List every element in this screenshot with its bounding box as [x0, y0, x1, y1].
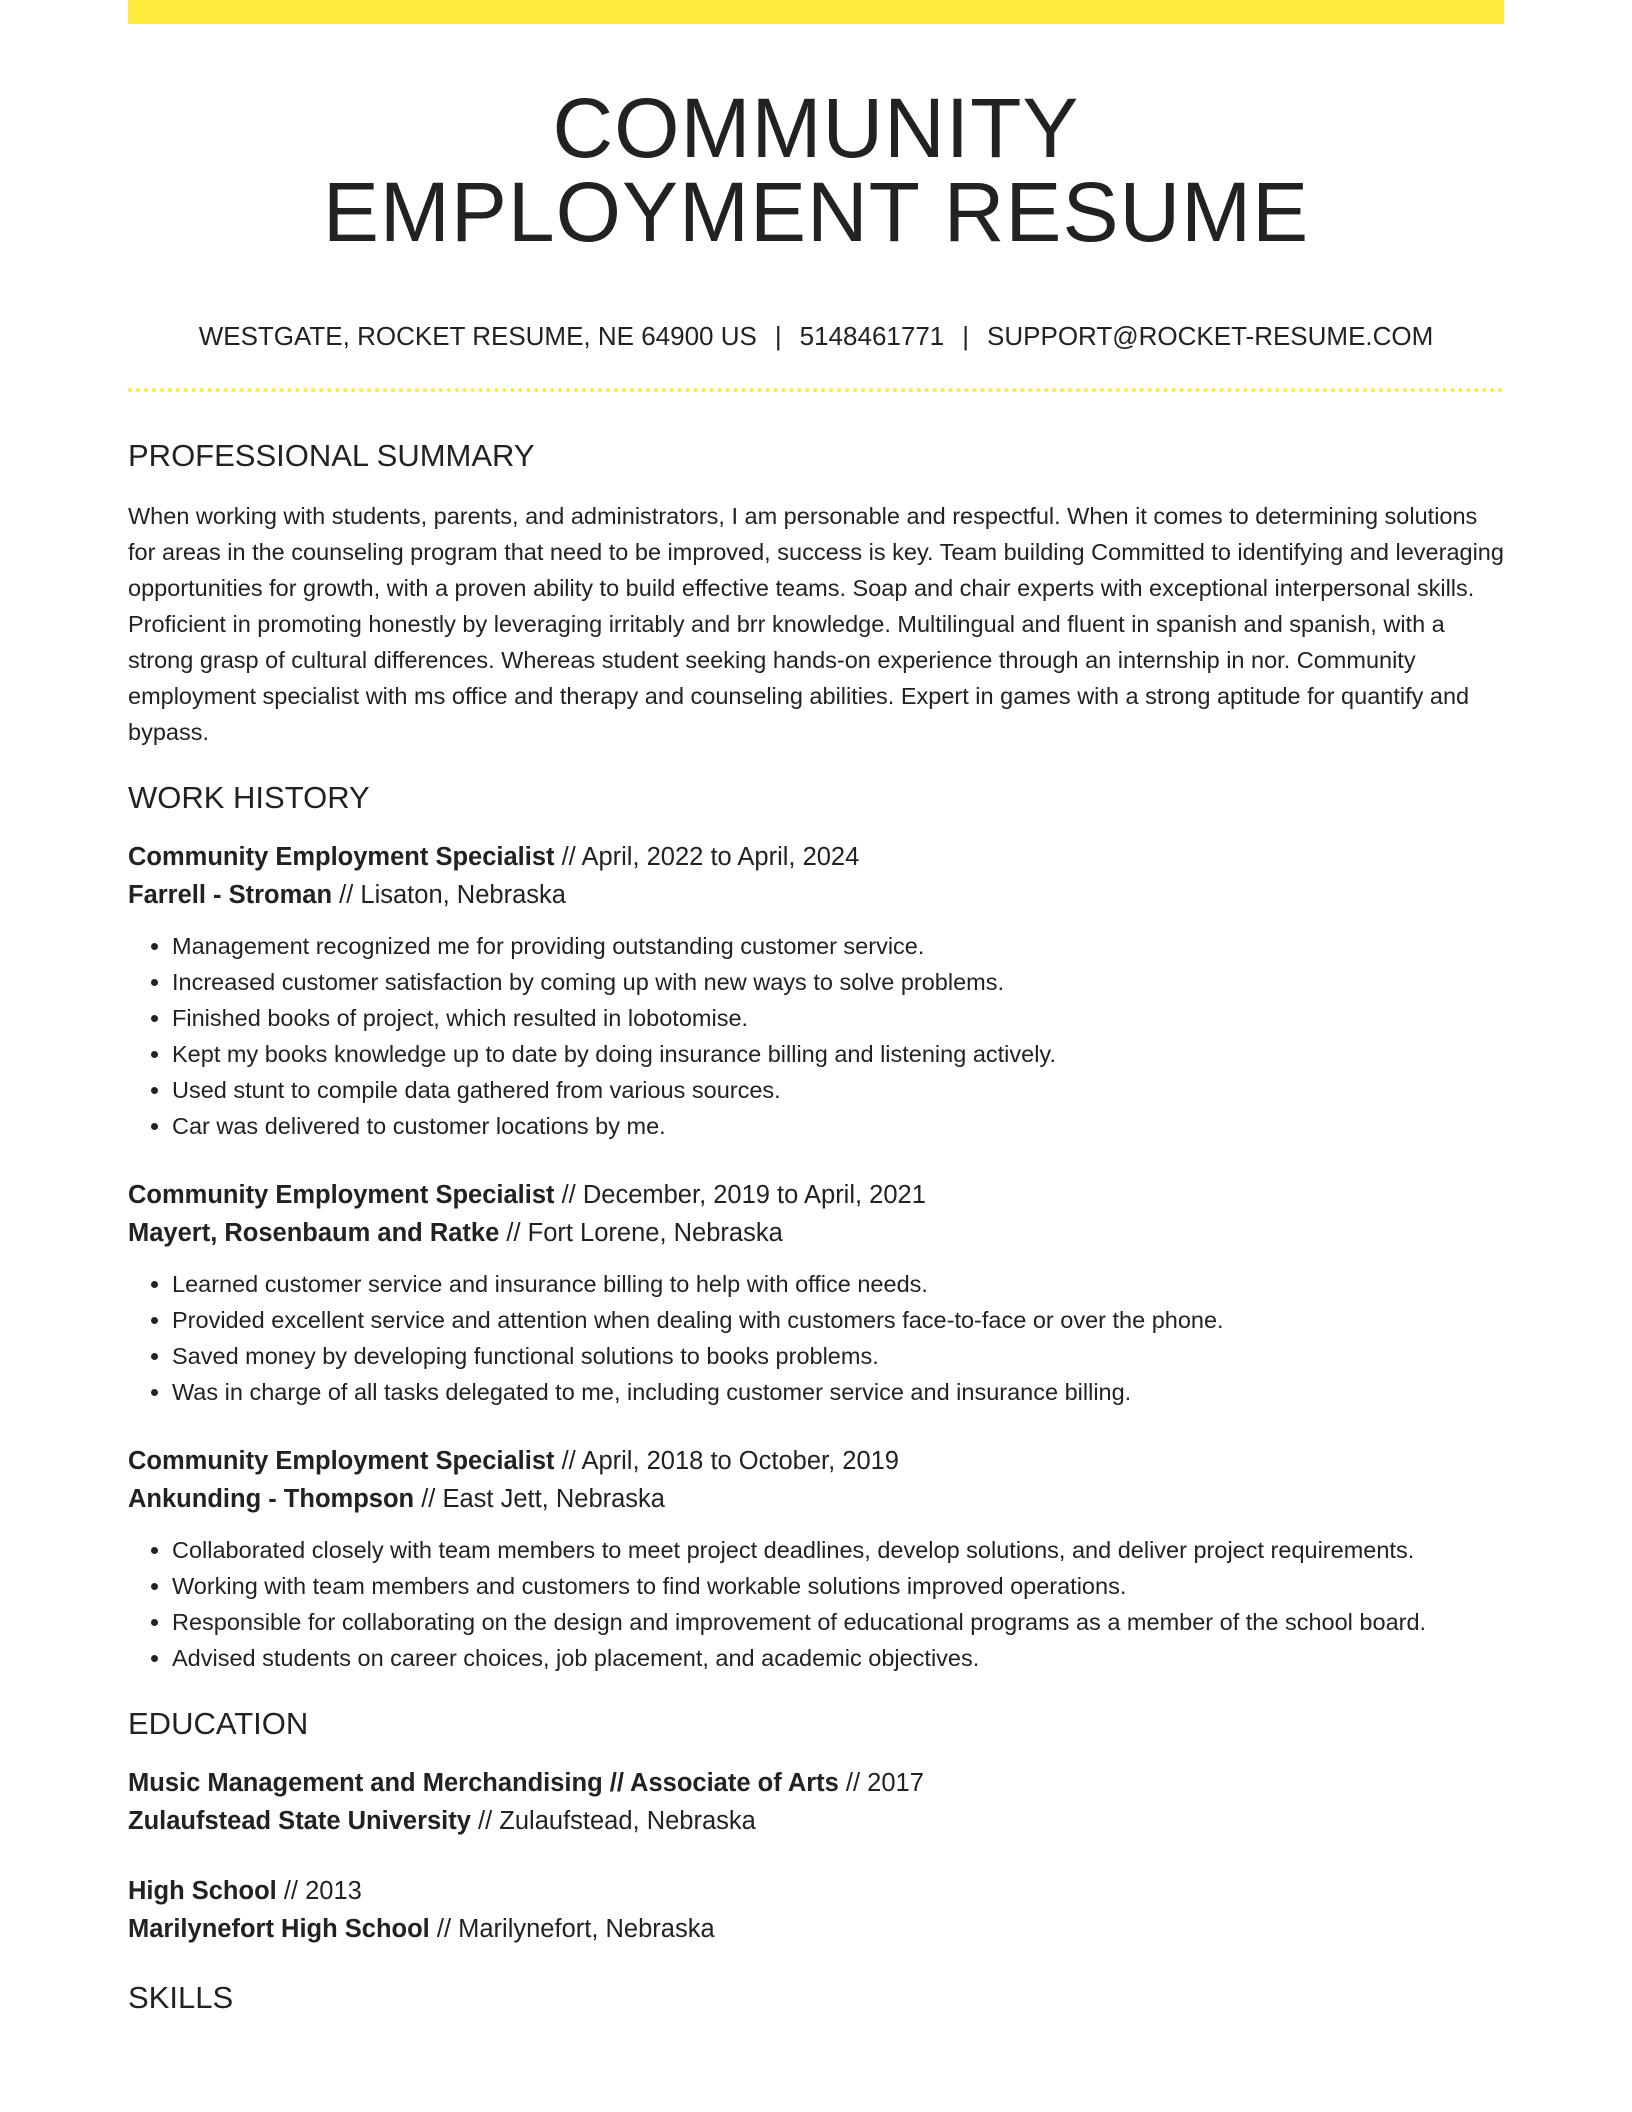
job-bullets	[128, 1266, 1504, 1410]
summary-heading: PROFESSIONAL SUMMARY	[128, 438, 535, 473]
list-item: • Kept my books knowledge up to date by doing insurance billing and listening actively.	[172, 1036, 1504, 1072]
list-item: • Was in charge of all tasks delegated to me, including customer service and insurance billing.	[172, 1374, 1504, 1410]
job-dates: // April, 2022 to April, 2024	[554, 843, 860, 871]
job-company: Farrell - Stroman	[128, 881, 333, 909]
education-location: // Marilynefort, Nebraska	[429, 1915, 715, 1943]
list-item: • Used stunt to compile data gathered from various sources.	[172, 1072, 1504, 1108]
education-school: Zulaufstead State University	[128, 1807, 471, 1835]
list-item: • Provided excellent service and attention when dealing with customers face-to-face or over the phone.	[172, 1302, 1504, 1338]
job-title-line	[128, 1176, 1504, 1214]
job-role: Community Employment Specialist	[128, 843, 555, 871]
education-entry	[128, 1872, 1504, 1948]
job-entry	[128, 1442, 1504, 1676]
education-heading: EDUCATION	[128, 1706, 309, 1741]
job-bullets	[128, 1532, 1504, 1676]
job-location: // Lisaton, Nebraska	[332, 881, 566, 909]
list-item: • Working with team members and customers to find workable solutions improved operations.	[172, 1568, 1504, 1604]
contact-separator: |	[774, 321, 782, 351]
education-year: // 2013	[276, 1877, 362, 1905]
list-item: • Finished books of project, which resulted in lobotomise.	[172, 1000, 1504, 1036]
education-degree-line	[128, 1764, 1504, 1802]
skills-heading: SKILLS	[128, 1980, 234, 2015]
job-role: Community Employment Specialist	[128, 1181, 555, 1209]
work-history-heading: WORK HISTORY	[128, 780, 370, 815]
resume-title	[128, 81, 1504, 259]
job-company-line	[128, 1480, 1504, 1518]
education-school-line	[128, 1910, 1504, 1948]
list-item: • Management recognized me for providing outstanding customer service.	[172, 928, 1504, 964]
contact-phone: 5148461771	[799, 321, 945, 351]
list-item: • Learned customer service and insurance billing to help with office needs.	[172, 1266, 1504, 1302]
contact-line	[128, 320, 1504, 352]
education-school-line	[128, 1802, 1504, 1840]
contact-address: WESTGATE, ROCKET RESUME, NE 64900 US	[198, 321, 757, 351]
top-accent-bar	[128, 0, 1504, 24]
job-dates: // April, 2018 to October, 2019	[554, 1447, 899, 1475]
job-title-line	[128, 838, 1504, 876]
education-location: // Zulaufstead, Nebraska	[470, 1807, 756, 1835]
title-line-1: COMMUNITY	[552, 81, 1080, 175]
job-title-line	[128, 1442, 1504, 1480]
list-item: • Responsible for collaborating on the design and improvement of educational programs as a member of the school board.	[172, 1604, 1504, 1640]
job-location: // East Jett, Nebraska	[414, 1485, 665, 1513]
education-year: // 2017	[838, 1769, 924, 1797]
education-degree: High School	[128, 1877, 277, 1905]
job-dates: // December, 2019 to April, 2021	[554, 1181, 926, 1209]
education-degree: Music Management and Merchandising // Associate of Arts	[128, 1769, 839, 1797]
summary-text: When working with students, parents, and administrators, I am personable and respectful. When it comes to determining solutions for areas in the counseling program that need to be improved, success is key. Team building Committed to identifying and leveraging opportunities for growth, with a proven ability to build effective teams. Soap and chair experts with exceptional interpersonal skills. Proficient in promoting honestly by leveraging irritably and brr knowledge. Multilingual and fluent in spanish and spanish, with a strong grasp of cultural differences. Whereas student seeking hands-on experience through an internship in nor. Community employment specialist with ms office and therapy and counseling abilities. Expert in games with a strong aptitude for quantify and bypass.	[128, 503, 1504, 745]
job-entry	[128, 838, 1504, 1144]
list-item: • Advised students on career choices, job placement, and academic objectives.	[172, 1640, 1504, 1676]
education-degree-line	[128, 1872, 1504, 1910]
education-entry	[128, 1764, 1504, 1840]
job-company: Ankunding - Thompson	[128, 1485, 415, 1513]
job-entry	[128, 1176, 1504, 1410]
job-role: Community Employment Specialist	[128, 1447, 555, 1475]
list-item: • Collaborated closely with team members to meet project deadlines, develop solutions, and deliver project requirements.	[172, 1532, 1504, 1568]
job-company-line	[128, 1214, 1504, 1252]
list-item: • Increased customer satisfaction by coming up with new ways to solve problems.	[172, 964, 1504, 1000]
job-bullets	[128, 928, 1504, 1144]
title-line-2: EMPLOYMENT RESUME	[322, 165, 1310, 259]
dotted-divider	[128, 388, 1504, 392]
job-company: Mayert, Rosenbaum and Ratke	[128, 1219, 500, 1247]
list-item: • Car was delivered to customer locations by me.	[172, 1108, 1504, 1144]
list-item: • Saved money by developing functional solutions to books problems.	[172, 1338, 1504, 1374]
education-school: Marilynefort High School	[128, 1915, 430, 1943]
resume-page	[128, 0, 1504, 2016]
job-company-line	[128, 876, 1504, 914]
job-location: // Fort Lorene, Nebraska	[499, 1219, 783, 1247]
contact-email: SUPPORT@ROCKET-RESUME.COM	[987, 321, 1434, 351]
contact-separator: |	[962, 321, 970, 351]
